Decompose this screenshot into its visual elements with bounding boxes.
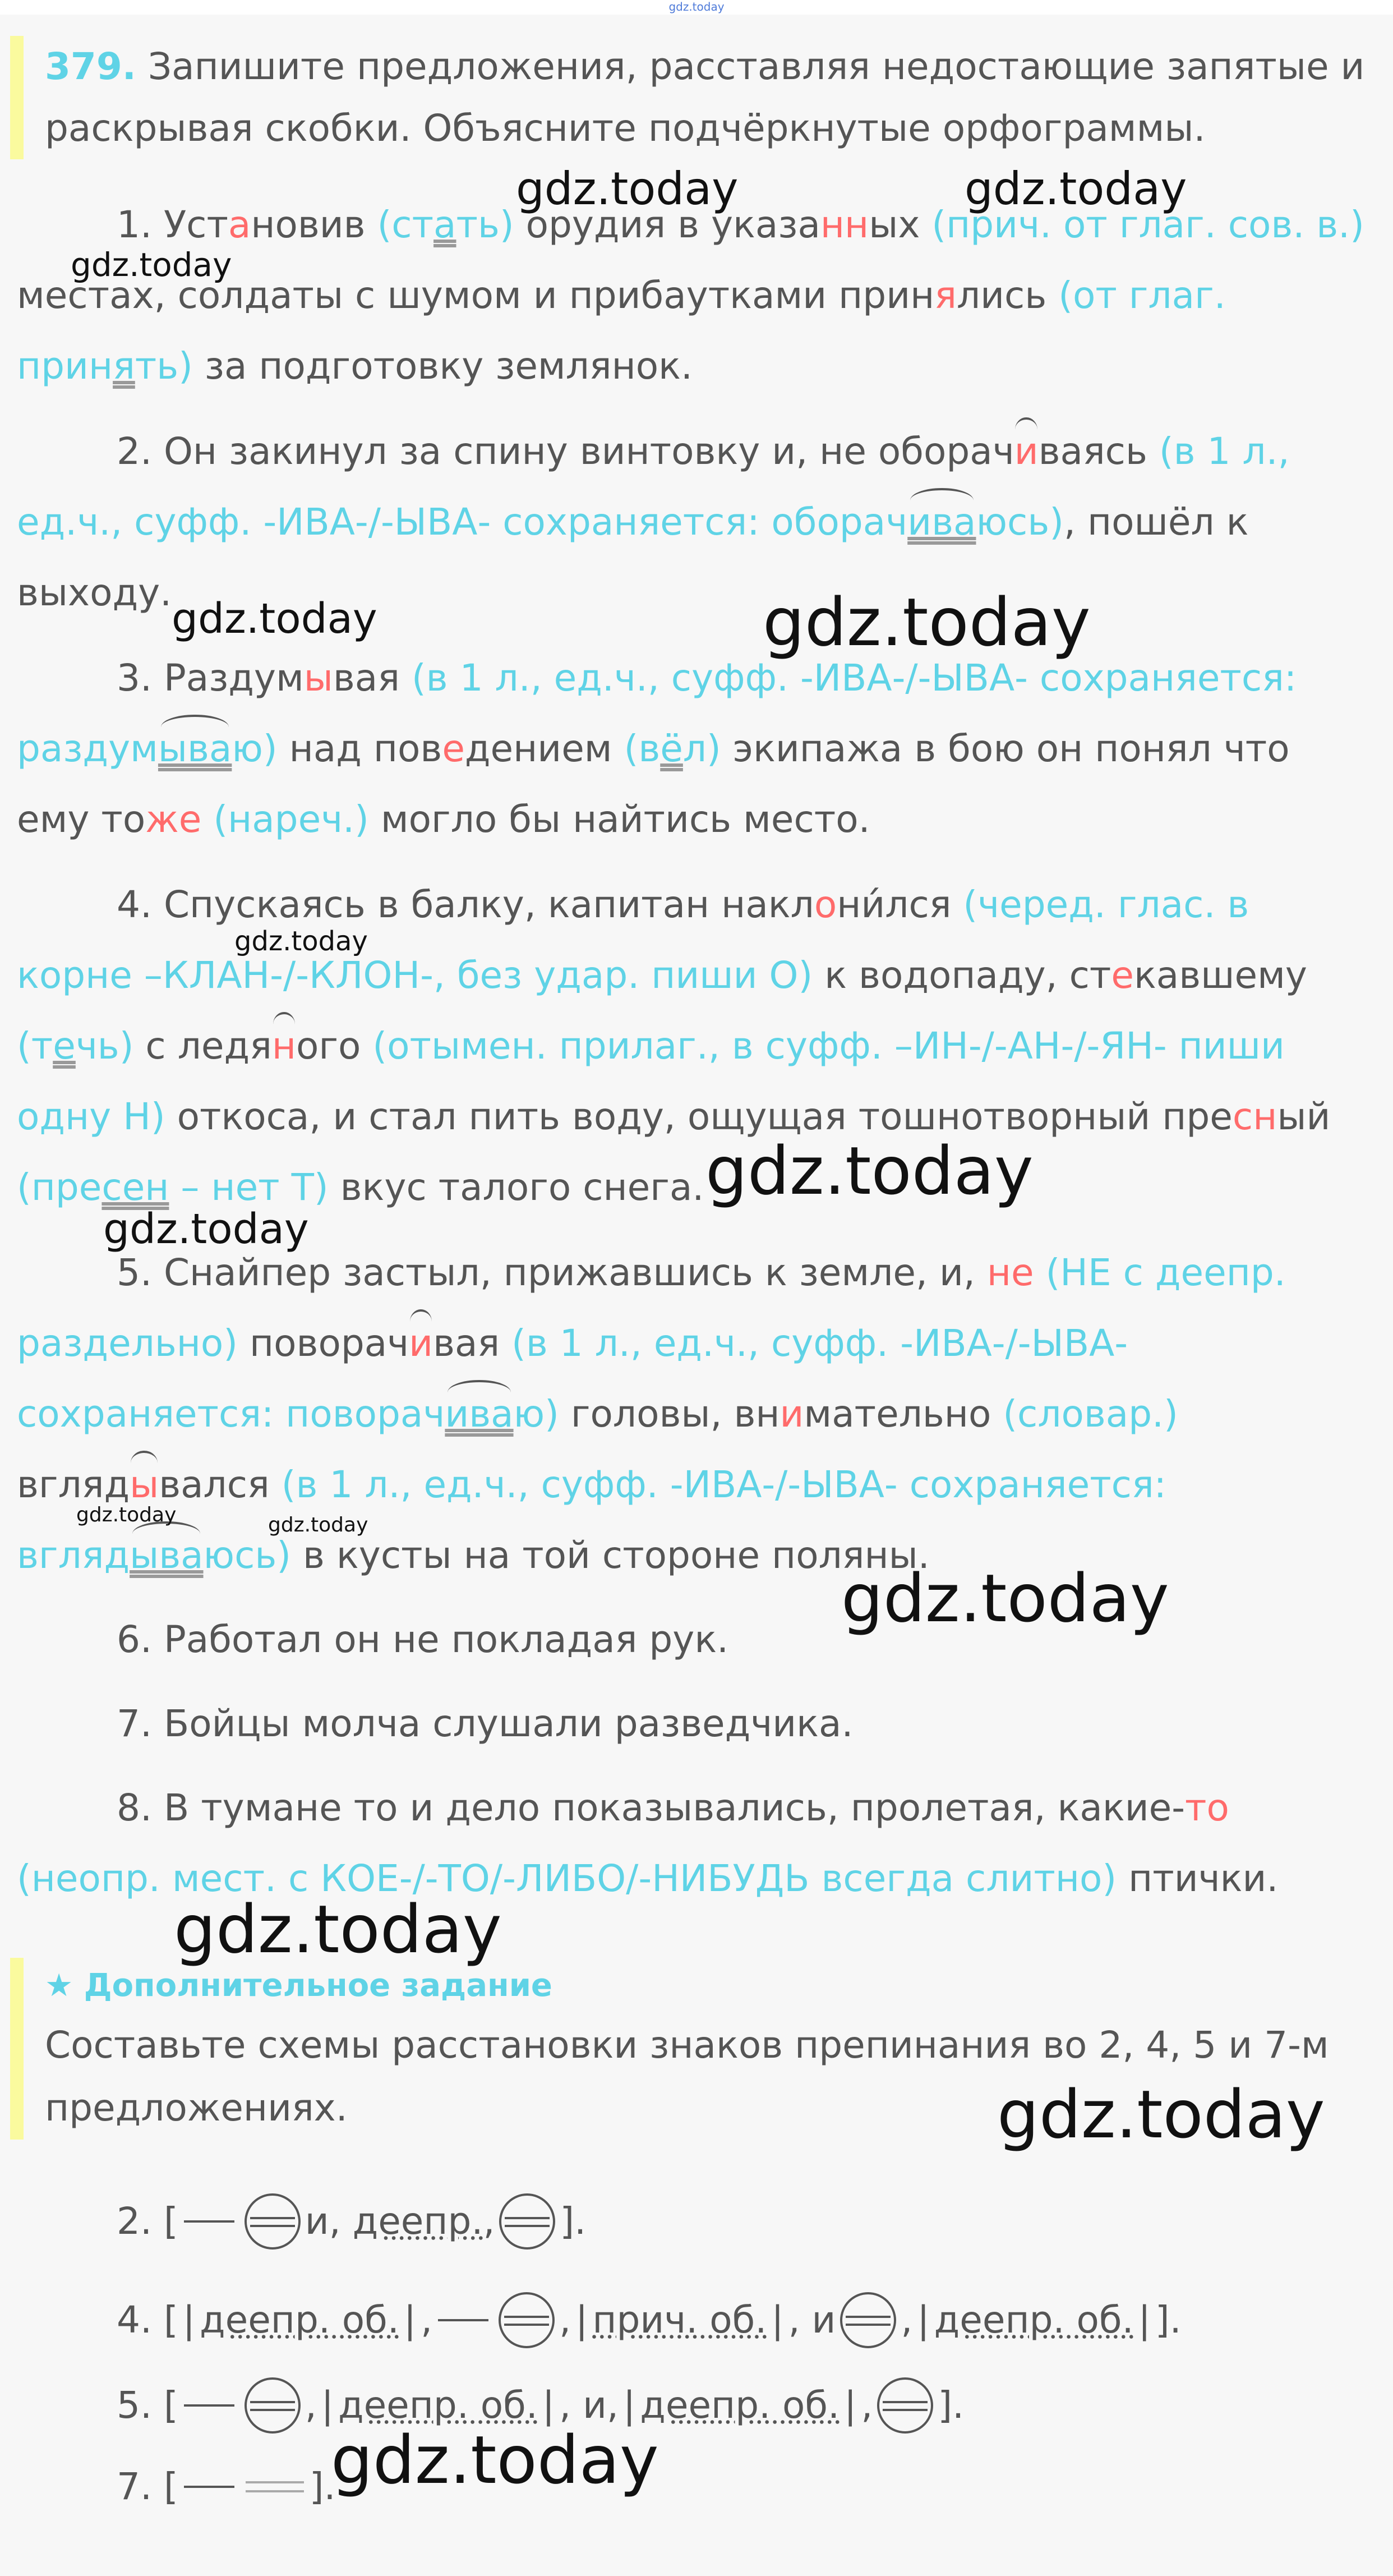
s5-text: вгляд [17, 1463, 130, 1506]
s3-note: л) [682, 727, 721, 770]
subject-dash [438, 2319, 488, 2321]
s4-note-underlined: сен [102, 1166, 169, 1209]
phrase-border: | [844, 2384, 857, 2427]
s4-note: (черед. глас. в корне –КЛАН-/-КЛОН-, без удар. пиши О) [17, 883, 1249, 997]
scheme-end: ]. [1155, 2298, 1182, 2342]
scheme-comma: , [421, 2298, 433, 2342]
s4-text: откоса, и стал пить воду, ощущая тошнотворный пре [165, 1095, 1233, 1138]
s5-note: (словар.) [1003, 1392, 1178, 1436]
s2-note-suffix: ива [907, 500, 976, 544]
s1-note-underlined: а [433, 203, 456, 246]
watermark: gdz.today [103, 1205, 309, 1253]
s5-text: головы, вн [559, 1392, 780, 1436]
phrase-border: | [771, 2298, 784, 2342]
s8-text: 8. В тумане то и дело показывались, пролетая, какие- [117, 1786, 1186, 1829]
s1-text: орудия в указа [514, 203, 820, 246]
watermark: gdz.today [331, 2421, 659, 2499]
scheme-end: ]. [309, 2465, 336, 2508]
s8-note: (неопр. мест. с КОЕ-/-ТО/-ЛИБО/-НИБУДЬ всегда слитно) [17, 1857, 1117, 1900]
s5-text: 5. Снайпер застыл, прижавшись к земле, и, [117, 1251, 987, 1294]
s3-orth: же [145, 798, 202, 841]
s8-text: птички. [1117, 1857, 1279, 1900]
subject-dash [184, 2404, 234, 2407]
s6-text: 6. Работал он не покладая рук. [117, 1618, 729, 1661]
s4-orth: н [271, 1024, 296, 1068]
scheme-end: ]. [560, 2200, 587, 2243]
adverbial-phrase: деепр. об. [338, 2384, 538, 2427]
s4-orth: сн [1232, 1095, 1277, 1138]
s3-note: (в 1 л., ед.ч., суфф. -ИВА-/-ЫВА- сохраняется: раздум [17, 656, 1297, 770]
adverbial-phrase: деепр. об. [934, 2298, 1134, 2342]
phrase-border: | [321, 2384, 334, 2427]
predicate-circle [840, 2292, 896, 2348]
s4-note-underlined: е [53, 1024, 76, 1068]
s5-note: (в 1 л., ед.ч., суфф. -ИВА-/-ЫВА- сохраняется: вгляд [17, 1463, 1166, 1577]
phrase-border: | [182, 2298, 195, 2342]
s2-note: (в 1 л., ед.ч., суфф. -ИВА-/-ЫВА- сохраняется: оборач [17, 430, 1290, 544]
extra-task-text: Составьте схемы расстановки знаков препинания во 2, 4, 5 и 7-м предложениях. [45, 2023, 1329, 2129]
s3-text [201, 798, 213, 841]
s4-note: чь) [75, 1024, 134, 1068]
top-site-label: gdz.today [668, 0, 725, 13]
watermark: gdz.today [965, 163, 1187, 215]
s5-text: мательно [804, 1392, 1003, 1436]
s1-orth: я [934, 274, 957, 317]
watermark: gdz.today [234, 926, 368, 957]
phrase-border: | [403, 2298, 417, 2342]
scheme-2 [117, 2193, 586, 2250]
sentence-5 [17, 1238, 1374, 1591]
s4-text: ни́лся [837, 883, 963, 926]
s2-text: 2. Он закинул за спину винтовку и, не оборач [117, 430, 1014, 473]
watermark: gdz.today [76, 1503, 177, 1526]
s5-note: юсь) [203, 1534, 292, 1577]
sentence-7 [17, 1689, 1374, 1759]
predicate-double-line [246, 2481, 304, 2492]
phrase-border: | [917, 2298, 930, 2342]
s3-text: дением [464, 727, 624, 770]
s2-note: юсь) [976, 500, 1064, 544]
watermark: gdz.today [841, 1560, 1169, 1637]
subject-dash [184, 2486, 234, 2488]
task-text: Запишите предложения, расставляя недостающие запятые и раскрывая скобки. Объясните подчёркнутые орфограммы. [45, 45, 1365, 150]
s5-note-suffix: ива [445, 1392, 514, 1436]
scheme-and: , и, [559, 2384, 619, 2427]
scheme-comma: , [901, 2298, 913, 2342]
s8-orth: то [1185, 1786, 1229, 1829]
s2-text: ваясь [1038, 430, 1159, 473]
s1-note: (ст [377, 203, 434, 246]
watermark: gdz.today [705, 1132, 1034, 1209]
s4-text: кавшему [1133, 954, 1307, 997]
predicate-circle [499, 2292, 555, 2348]
participial-phrase: прич. об. [592, 2298, 767, 2342]
s1-orth: нн [820, 203, 869, 246]
s4-note: (т [17, 1024, 53, 1068]
s4-note: – нет Т) [169, 1166, 329, 1209]
s7-text: 7. Бойцы молча слушали разведчика. [117, 1702, 854, 1745]
watermark: gdz.today [763, 583, 1091, 661]
s1-note: ть) [135, 344, 193, 388]
s5-orth: и [409, 1322, 433, 1365]
s1-note: (от глаг. прин [17, 274, 1226, 388]
s4-text: с ледя [133, 1024, 272, 1068]
s3-text: вая [333, 656, 412, 700]
s4-orth: е [1111, 954, 1134, 997]
sentence-6 [17, 1604, 1374, 1675]
predicate-circle [245, 2377, 301, 2434]
adverbial-phrase: деепр. об. [640, 2384, 840, 2427]
s5-text [1034, 1251, 1046, 1294]
scheme-number: 7. [ [117, 2465, 178, 2508]
s1-note-underlined: я [113, 344, 135, 388]
scheme-and: и, [305, 2200, 341, 2243]
sentence-4 [17, 870, 1374, 1223]
s3-orth: е [442, 727, 465, 770]
s5-note: (НЕ с деепр. раздельно) [17, 1251, 1286, 1365]
s4-note: (пре [17, 1166, 102, 1209]
watermark: gdz.today [516, 163, 739, 215]
s3-text: могло бы найтись место. [368, 798, 870, 841]
s1-note: ть) [456, 203, 514, 246]
s5-note: ю) [513, 1392, 559, 1436]
s3-note: ю) [232, 727, 278, 770]
scheme-and: , и [788, 2298, 836, 2342]
s3-note: (в [624, 727, 661, 770]
sentence-1 [17, 190, 1374, 402]
s2-text: , пошёл к выходу. [17, 500, 1249, 614]
s5-note-suffix: ыва [130, 1534, 204, 1577]
s3-note: (нареч.) [213, 798, 369, 841]
s1-text: новив [251, 203, 377, 246]
s1-text: местах, солдаты с шумом и прибаутками прин [17, 274, 935, 317]
phrase-border: | [542, 2384, 555, 2427]
phrase-border: | [575, 2298, 588, 2342]
s4-text: к водопаду, ст [813, 954, 1111, 997]
adverbial-participle: деепр. [352, 2200, 483, 2243]
s1-orth: а [228, 203, 251, 246]
s4-note: (отымен. прилаг., в суфф. –ИН-/-АН-/-ЯН- пиши одну Н) [17, 1024, 1285, 1138]
scheme-4 [117, 2292, 1182, 2348]
sentence-3 [17, 643, 1374, 855]
scheme-number: 2. [ [117, 2200, 178, 2243]
predicate-circle [245, 2193, 301, 2250]
adverbial-phrase: деепр. об. [199, 2298, 399, 2342]
s3-text: 3. Раздум [117, 656, 304, 700]
s3-orth: ы [303, 656, 333, 700]
s5-orth: и [779, 1392, 804, 1436]
watermark: gdz.today [997, 2076, 1325, 2153]
phrase-border: | [1138, 2298, 1151, 2342]
scheme-end: ]. [938, 2384, 965, 2427]
scheme-comma: , [861, 2384, 873, 2427]
scheme-comma: , [483, 2200, 495, 2243]
s5-text: поворач [238, 1322, 409, 1365]
task-number: 379. [45, 45, 136, 88]
scheme-comma: , [559, 2298, 571, 2342]
s4-orth: о [814, 883, 837, 926]
s4-text: ого [296, 1024, 373, 1068]
s3-text: над пов [277, 727, 442, 770]
s4-text: 4. Спускаясь в балку, капитан накл [117, 883, 814, 926]
predicate-circle [499, 2193, 555, 2250]
subject-dash [184, 2220, 234, 2223]
watermark: gdz.today [174, 1890, 502, 1968]
phrase-border: | [622, 2384, 636, 2427]
s1-text: 1. Уст [117, 203, 228, 246]
s5-text: в кусты на той стороне поляны. [291, 1534, 930, 1577]
s1-text: за подготовку землянок. [192, 344, 693, 388]
s5-orth: ы [130, 1463, 159, 1506]
task-block [10, 36, 1367, 159]
watermark: gdz.today [71, 246, 232, 284]
s5-text: вался [159, 1463, 282, 1506]
watermark: gdz.today [268, 1514, 368, 1537]
s3-note-suffix: ыва [158, 727, 232, 770]
scheme-7 [117, 2462, 335, 2512]
extra-task-title: ★ Дополнительное задание [45, 1967, 552, 2004]
watermark: gdz.today [172, 595, 377, 643]
s4-text: ый [1277, 1095, 1331, 1138]
scheme-number: 4. [ [117, 2298, 178, 2342]
s1-text: лись [956, 274, 1059, 317]
s3-note-underlined: ё [660, 727, 683, 770]
s5-note: (в 1 л., ед.ч., суфф. -ИВА-/-ЫВА- сохраняется: поворач [17, 1322, 1128, 1436]
s5-orth: не [986, 1251, 1034, 1294]
s1-text: ых [869, 203, 932, 246]
predicate-circle [877, 2377, 933, 2434]
s1-note: (прич. от глаг. сов. в.) [931, 203, 1364, 246]
s2-orth: и [1014, 430, 1039, 473]
s5-text: вая [433, 1322, 512, 1365]
s4-text: вкус талого снега. [328, 1166, 704, 1209]
scheme-comma: , [305, 2384, 317, 2427]
scheme-number: 5. [ [117, 2384, 178, 2427]
s3-text: экипажа в бою он понял что ему то [17, 727, 1290, 841]
